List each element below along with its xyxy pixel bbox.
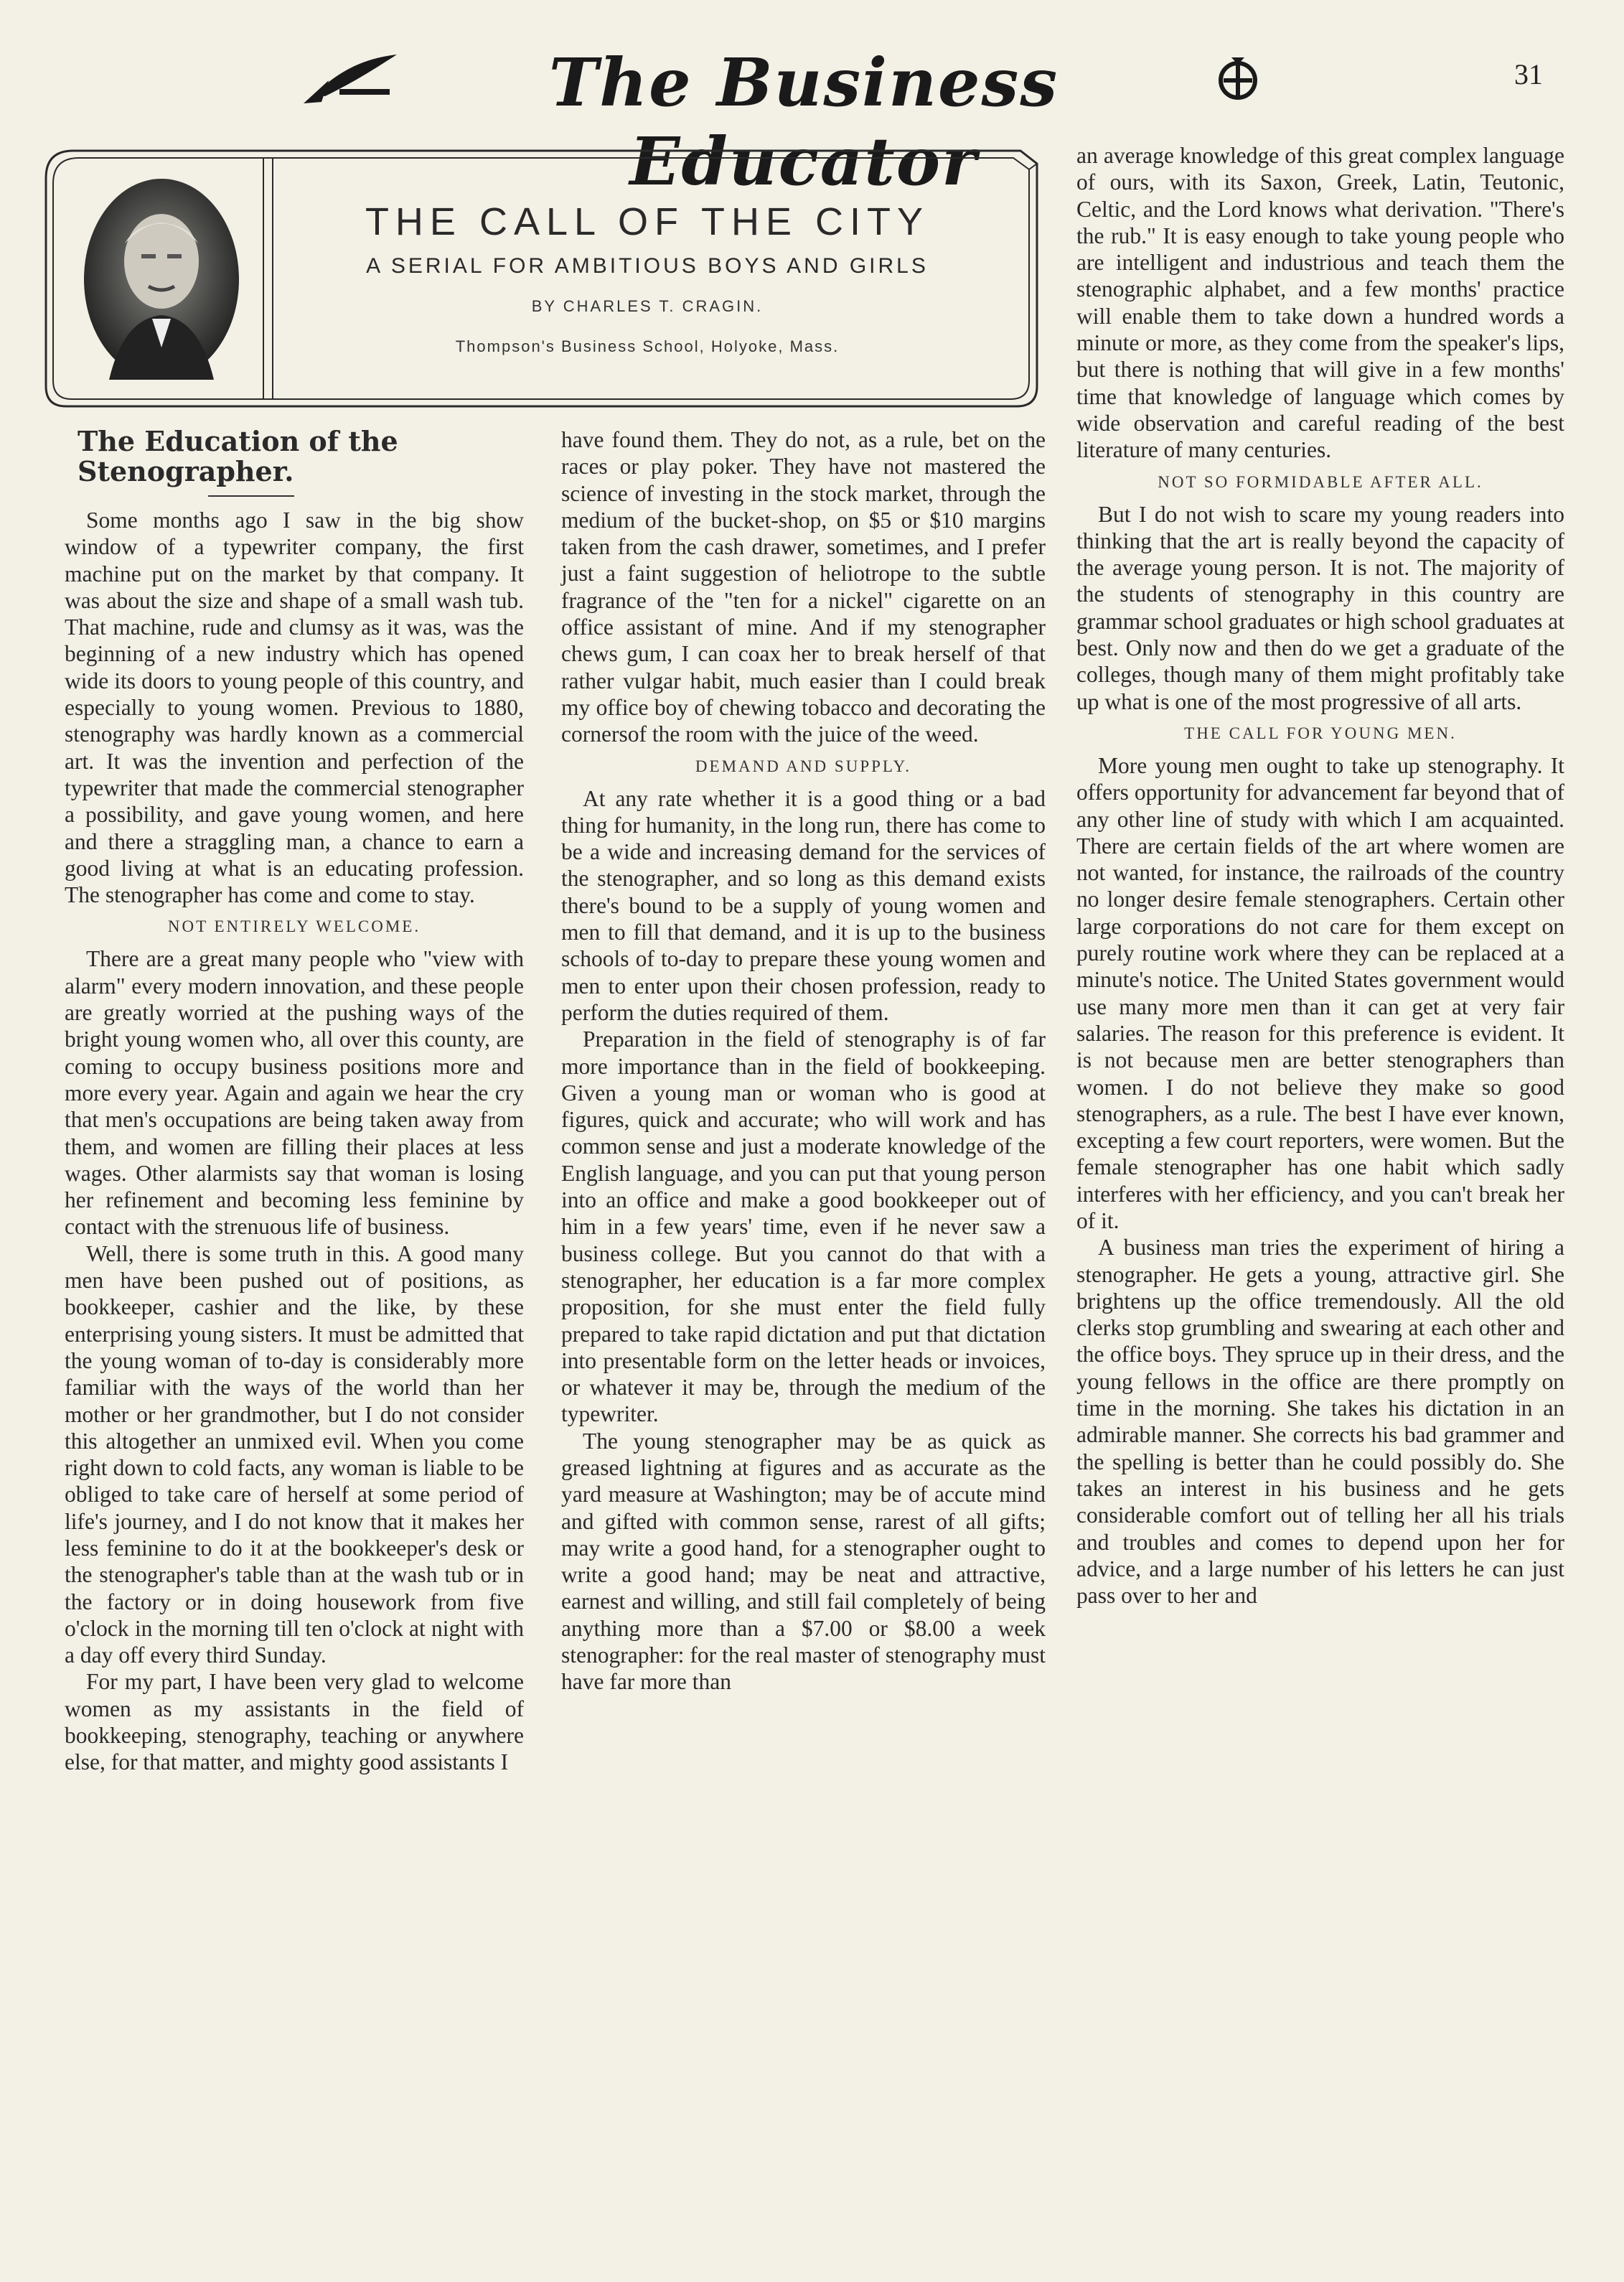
- masthead-title: The Business Educator: [548, 44, 1059, 200]
- serial-header-box: [44, 149, 1038, 409]
- body-paragraph: At any rate whether it is a good thing or a bad thing for humanity, in the long run, there has come to be a wide and increasing demand for the services of the stenographer, and so long as this demand exists there's bound to be a supply of young women and men to fill that demand, and it is up to the business schools of to-day to prepare these young women and men to enter upon their chosen profession, ready to perform the duties required of them.: [561, 785, 1046, 1025]
- body-paragraph: A business man tries the experiment of hiring a stenographer. He gets a young, attractive girl. She brightens up the office tremendously. All the old clerks stop grumbling and swearing at each other and the office boys. They spruce up in their dress, and the young fellows in the office are there promptly on time in the morning. She takes his dictation in an admirable manner. She corrects his bad grammer and the spelling is better than he could possibly do. She takes an interest in his business and he gets considerable comfort out of telling her all his trials and troubles and comes to depend upon her for advice, and a large number of his letters he can just pass over to her and: [1076, 1235, 1564, 1609]
- section-subheading: NOT ENTIRELY WELCOME.: [167, 917, 421, 936]
- text-column-2: [561, 426, 1046, 1696]
- text-column-3: [1076, 142, 1564, 1609]
- body-paragraph: Well, there is some truth in this. A good many men have been pushed out of positions, as bookkeeper, cashier and the like, by these enterprising young sisters. It must be admitted that the young woman of to-day is considerably more familiar with the ways of the world than her mother or her grandmother, but I do not consider this altogether an unmixed evil. When you come right down to cold facts, any woman is liable to be obliged to take care of herself at some period of life's journey, and I do not know that it makes her less feminine to do it at the bookkeeper's desk or the stenographer's table than at the wash tub or in the factory or in doing housework from five o'clock in the morning till ten o'clock at night with a day off every third Sunday.: [65, 1240, 524, 1668]
- article-title: The Education of the Stenographer.: [78, 425, 398, 487]
- ornament-icon: [1213, 53, 1263, 103]
- body-paragraph: The young stenographer may be as quick as greased lightning at figures and as accurate as the yard measure at Washington; may be of accute mind and gifted with common sense, rarest of all gifts; may write a good hand, for a stenographer ought to write a good hand; may be neat and attractive, earnest and willing, and still fail completely of being anything more than a $7.00 or $8.00 a week stenographer: for the real master of stenography must have far more than: [561, 1428, 1046, 1695]
- body-paragraph: There are a great many people who "view with alarm" every modern innovation, and these people are greatly worried at the pushing ways of the bright young women who, all over this county, are coming to occupy business positions more and more every year. Again and again we hear the cry that men's occupations are being taken away from them, and women are filling their places at less wages. Other alarmists say that woman is losing her refinement and becoming less feminine by contact with the strenuous life of business.: [65, 946, 524, 1240]
- body-paragraph: Some months ago I saw in the big show window of a typewriter company, the first machine put on the market by that company. It was about the size and shape of a small wash tub. That machine, rude and clumsy as it was, was the beginning of a new industry which has opened wide its doors to young people of this country, and especially to young women. Previous to 1880, stenography was hardly known as a commercial art. It was the invention and perfection of the typewriter that made the commercial stenographer a possibility, and gave young women, and here and there a straggling man, a chance to earn a good living at what is an educating profession. The stenographer has come and come to stay.: [65, 508, 524, 908]
- author-portrait: [80, 175, 243, 383]
- body-paragraph: But I do not wish to scare my young readers into thinking that the art is really beyond the capacity of the average young person. It is not. The majority of the students of stenography in this country are grammar school graduates or high school graduates at best. Only now and then do we get a graduate of the colleges, though many of them might profitably take up what is one of the most progressive of all arts.: [1076, 501, 1564, 714]
- body-paragraph: have found them. They do not, as a rule, bet on the races or play poker. They have not mastered the science of investing in the stock market, through the medium of the bucket-shop, on $5 or $10 margins taken from the cash drawer, sometimes, and I prefer just a faint suggestion of heliotrope to the subtle fragrance of the "ten for a nickel" cigarette on an office assistant of mine. And if my stenographer chews gum, I can coax her to break herself of that rather vulgar habit, much easier than I could break my office boy of chewing tobacco and decorating the cornersof the room with the juice of the weed.: [561, 427, 1046, 747]
- serial-subtitle: A SERIAL FOR AMBITIOUS BOYS AND GIRLS: [366, 254, 929, 278]
- title-rule: [208, 495, 294, 497]
- serial-affiliation: Thompson's Business School, Holyoke, Mass.: [455, 337, 840, 355]
- masthead: [287, 43, 1292, 200]
- body-paragraph: Preparation in the field of stenography is of far more importance than in the field of bookkeeping. Given a young man or woman who is good at figures, quick and accurate; who will work and has common sense and just a moderate knowledge of the English language, and you can put that young person into an office and make a good bookkeeper out of him in a few years' time, even if he never saw a business college. But you cannot do that with a stenographer, her education is a far more complex proposition, for she must enter the field fully prepared to take rapid dictation and put that dictation into presentable form on the letter heads or invoices, or whatever it may be, through the medium of the typewriter.: [561, 1027, 1046, 1427]
- body-paragraph: More young men ought to take up stenography. It offers opportunity for advancement far beyond that of any other line of study with which I am acquainted. There are certain fields of the art where women are not wanted, for instance, the railroads of the country no longer desire female stenographers. Certain other large corporations do not care for them except on purely routine work where they can be replaced at a minute's notice. The United States government would use many more men than it can get at very fair salaries. The reason for this preference is evident. It is not because men are better stenographers than women. I do not believe they make so good stenographers, as a rule. The best I have ever known, excepting a few court reporters, were women. But the female stenographer has one habit which sadly interferes with her efficiency, and you can't break her of it.: [1076, 752, 1564, 1233]
- header-text-block: [274, 192, 1020, 356]
- section-subheading: DEMAND AND SUPPLY.: [695, 757, 912, 775]
- text-column-1: [65, 426, 524, 1776]
- page-number: 31: [1514, 58, 1543, 90]
- section-subheading: NOT SO FORMIDABLE AFTER ALL.: [1158, 472, 1483, 491]
- quill-pen-icon: [300, 52, 400, 109]
- body-paragraph: an average knowledge of this great complex language of ours, with its Saxon, Greek, Latin, Teutonic, Celtic, and the Lord knows what derivation. "There's the rub." It is easy enough to take young people who are intelligent and industrious and teach them the stenographic alphabet, and a few months' practice will enable them to take down a hundred words a minute or more, as they come from the speaker's lips, but there is nothing that will give in a few months' time that knowledge of language which comes by wide observation and careful reading of the best literature of many centuries.: [1076, 143, 1564, 463]
- serial-title: THE CALL OF THE CITY: [365, 200, 930, 243]
- section-subheading: THE CALL FOR YOUNG MEN.: [1184, 724, 1457, 742]
- body-paragraph: For my part, I have been very glad to welcome women as my assistants in the field of bookkeeping, stenography, teaching or anywhere else, for that matter, and mighty good assistants I: [65, 1669, 524, 1775]
- serial-author: BY CHARLES T. CRAGIN.: [531, 297, 764, 315]
